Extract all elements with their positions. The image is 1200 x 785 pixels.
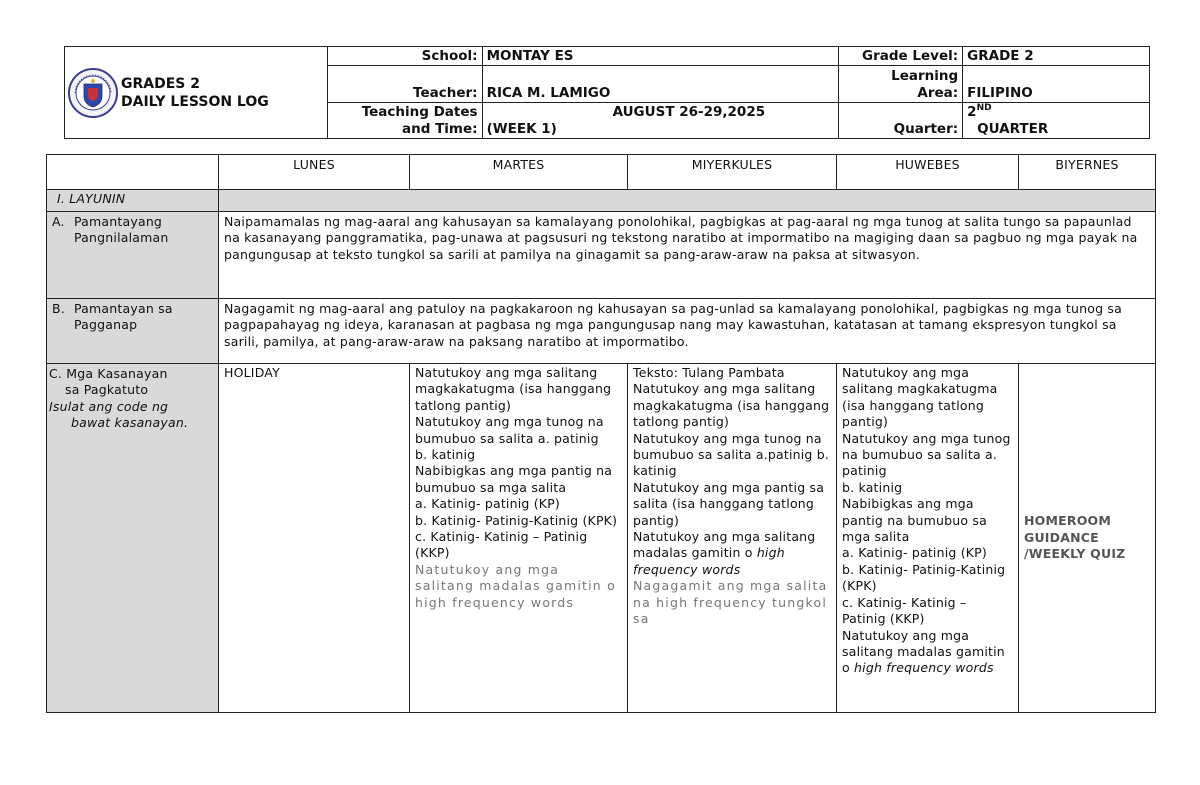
quarter-label: Quarter: xyxy=(839,103,963,139)
day-biyernes: BIYERNES xyxy=(1019,155,1156,190)
log-title-line2: DAILY LESSON LOG xyxy=(121,93,269,110)
school-value: MONTAY ES xyxy=(482,47,839,66)
log-title-line1: GRADES 2 xyxy=(121,75,200,92)
miyerkules-content: Teksto: Tulang Pambata Natutukoy ang mga salitang magkakatugma (isa hanggang tatlong pantig) Natutukoy ang mga tunog na bumubuo sa salita a.patinig b. katinig Natutukoy ang mga pantig sa salita (isa hanggang tatlong pantig) Natutukoy ang mga salitang madalas gamitin o high frequency words Nagagamit ang mga salita na high frequency tungkol sa xyxy=(628,364,837,713)
grade-level-value: GRADE 2 xyxy=(963,47,1150,66)
section-layunin-row xyxy=(47,190,1156,212)
row-c-label: C. Mga Kasanayan sa Pagkatuto Isulat ang code ng bawat kasanayan. xyxy=(47,364,219,713)
huwebes-content: Natutukoy ang mga salitang magkakatugma (isa hanggang tatlong pantig) Natutukoy ang mga tunog na bumubuo sa salita a. patinig b. katinig Nabibigkas ang mga pantig na bumubuo sa mga salita a. Katinig- patinig (KP) b. Katinig- Patinig-Katinig (KPK) c. Katinig- Katinig – Patinig (KKP) Natutukoy ang mga salitang madalas gamitin o high frequency words xyxy=(837,364,1019,713)
martes-content: Natutukoy ang mga salitang magkakatugma (isa hanggang tatlong pantig) Natutukoy ang mga tunog na bumubuo sa salita a. patinig b. katinig Nabibigkas ang mga pantig na bumubuo sa mga salita a. Katinig- patinig (KP) b. Katinig- Patinig-Katinig (KPK) c. Katinig- Katinig – Patinig (KKP) Natutukoy ang mga salitang madalas gamitin o high frequency words xyxy=(410,364,628,713)
deped-seal-icon xyxy=(67,67,119,119)
lesson-log-table xyxy=(46,154,1156,713)
days-header-row xyxy=(47,155,1156,190)
teacher-label: Teacher: xyxy=(327,66,482,103)
row-a-label: A. Pamantayang Pangnilalaman xyxy=(47,212,219,299)
section-layunin-fill xyxy=(219,190,1156,212)
corner-cell xyxy=(47,155,219,190)
miyerkules-faded-text: Nagagamit ang mga salita na high frequency tungkol sa xyxy=(633,578,828,627)
row-mga-kasanayan xyxy=(47,364,1156,713)
header-table xyxy=(64,46,1150,139)
logo-title-cell xyxy=(65,47,328,139)
lunes-content: HOLIDAY xyxy=(219,364,410,713)
quarter-value: 2ND QUARTER xyxy=(963,103,1150,139)
martes-faded-text: Natutukoy ang mga salitang madalas gamitin o high frequency words xyxy=(415,561,616,610)
learning-area-label: Learning Area: xyxy=(839,66,963,103)
day-huwebes: HUWEBES xyxy=(837,155,1019,190)
teaching-dates-value: AUGUST 26-29,2025 (WEEK 1) xyxy=(482,103,839,139)
grade-level-label: Grade Level: xyxy=(839,47,963,66)
row-pamantayang-pangnilalaman xyxy=(47,212,1156,299)
row-b-label: B. Pamantayan sa Pagganap xyxy=(47,299,219,364)
row-pamantayan-sa-pagganap xyxy=(47,299,1156,364)
teacher-value: RICA M. LAMIGO xyxy=(482,66,839,103)
day-lunes: LUNES xyxy=(219,155,410,190)
row-b-text: Nagagamit ng mag-aaral ang patuloy na pagkakaroon ng kahusayan sa pag-unlad sa kamalayang ponolohikal, pagbigkas ng mga tunog sa pagpapahayag ng ideya, karanasan at pagbasa ng mga pangungusap nang may kawastuhan, katatasan at tamang ekspresyon tungkol sa sarili, pamilya, at pang-araw-araw na paksang naratibo at impormatibo. xyxy=(219,299,1156,364)
biyernes-content: HOMEROOM GUIDANCE /WEEKLY QUIZ xyxy=(1019,364,1156,713)
row-a-text: Naipamamalas ng mag-aaral ang kahusayan sa kamalayang ponolohikal, pagbigkas at pag-aaral ng mga tunog at salita tungo sa papaunlad na kasanayang panggramatika, pag-unawa at pagsusuri ng tekstong naratibo at impormatibo na magiging daan sa pagbuo ng mga payak na pangungusap at teksto tungkol sa sarili at pamilya na ginagamit sa pang-araw-araw na paksa at sitwasyon. xyxy=(219,212,1156,299)
section-layunin-label: I. LAYUNIN xyxy=(47,190,219,212)
school-label: School: xyxy=(327,47,482,66)
learning-area-value: FILIPINO xyxy=(963,66,1150,103)
day-martes: MARTES xyxy=(410,155,628,190)
day-miyerkules: MIYERKULES xyxy=(628,155,837,190)
teaching-dates-label: Teaching Dates and Time: xyxy=(327,103,482,139)
